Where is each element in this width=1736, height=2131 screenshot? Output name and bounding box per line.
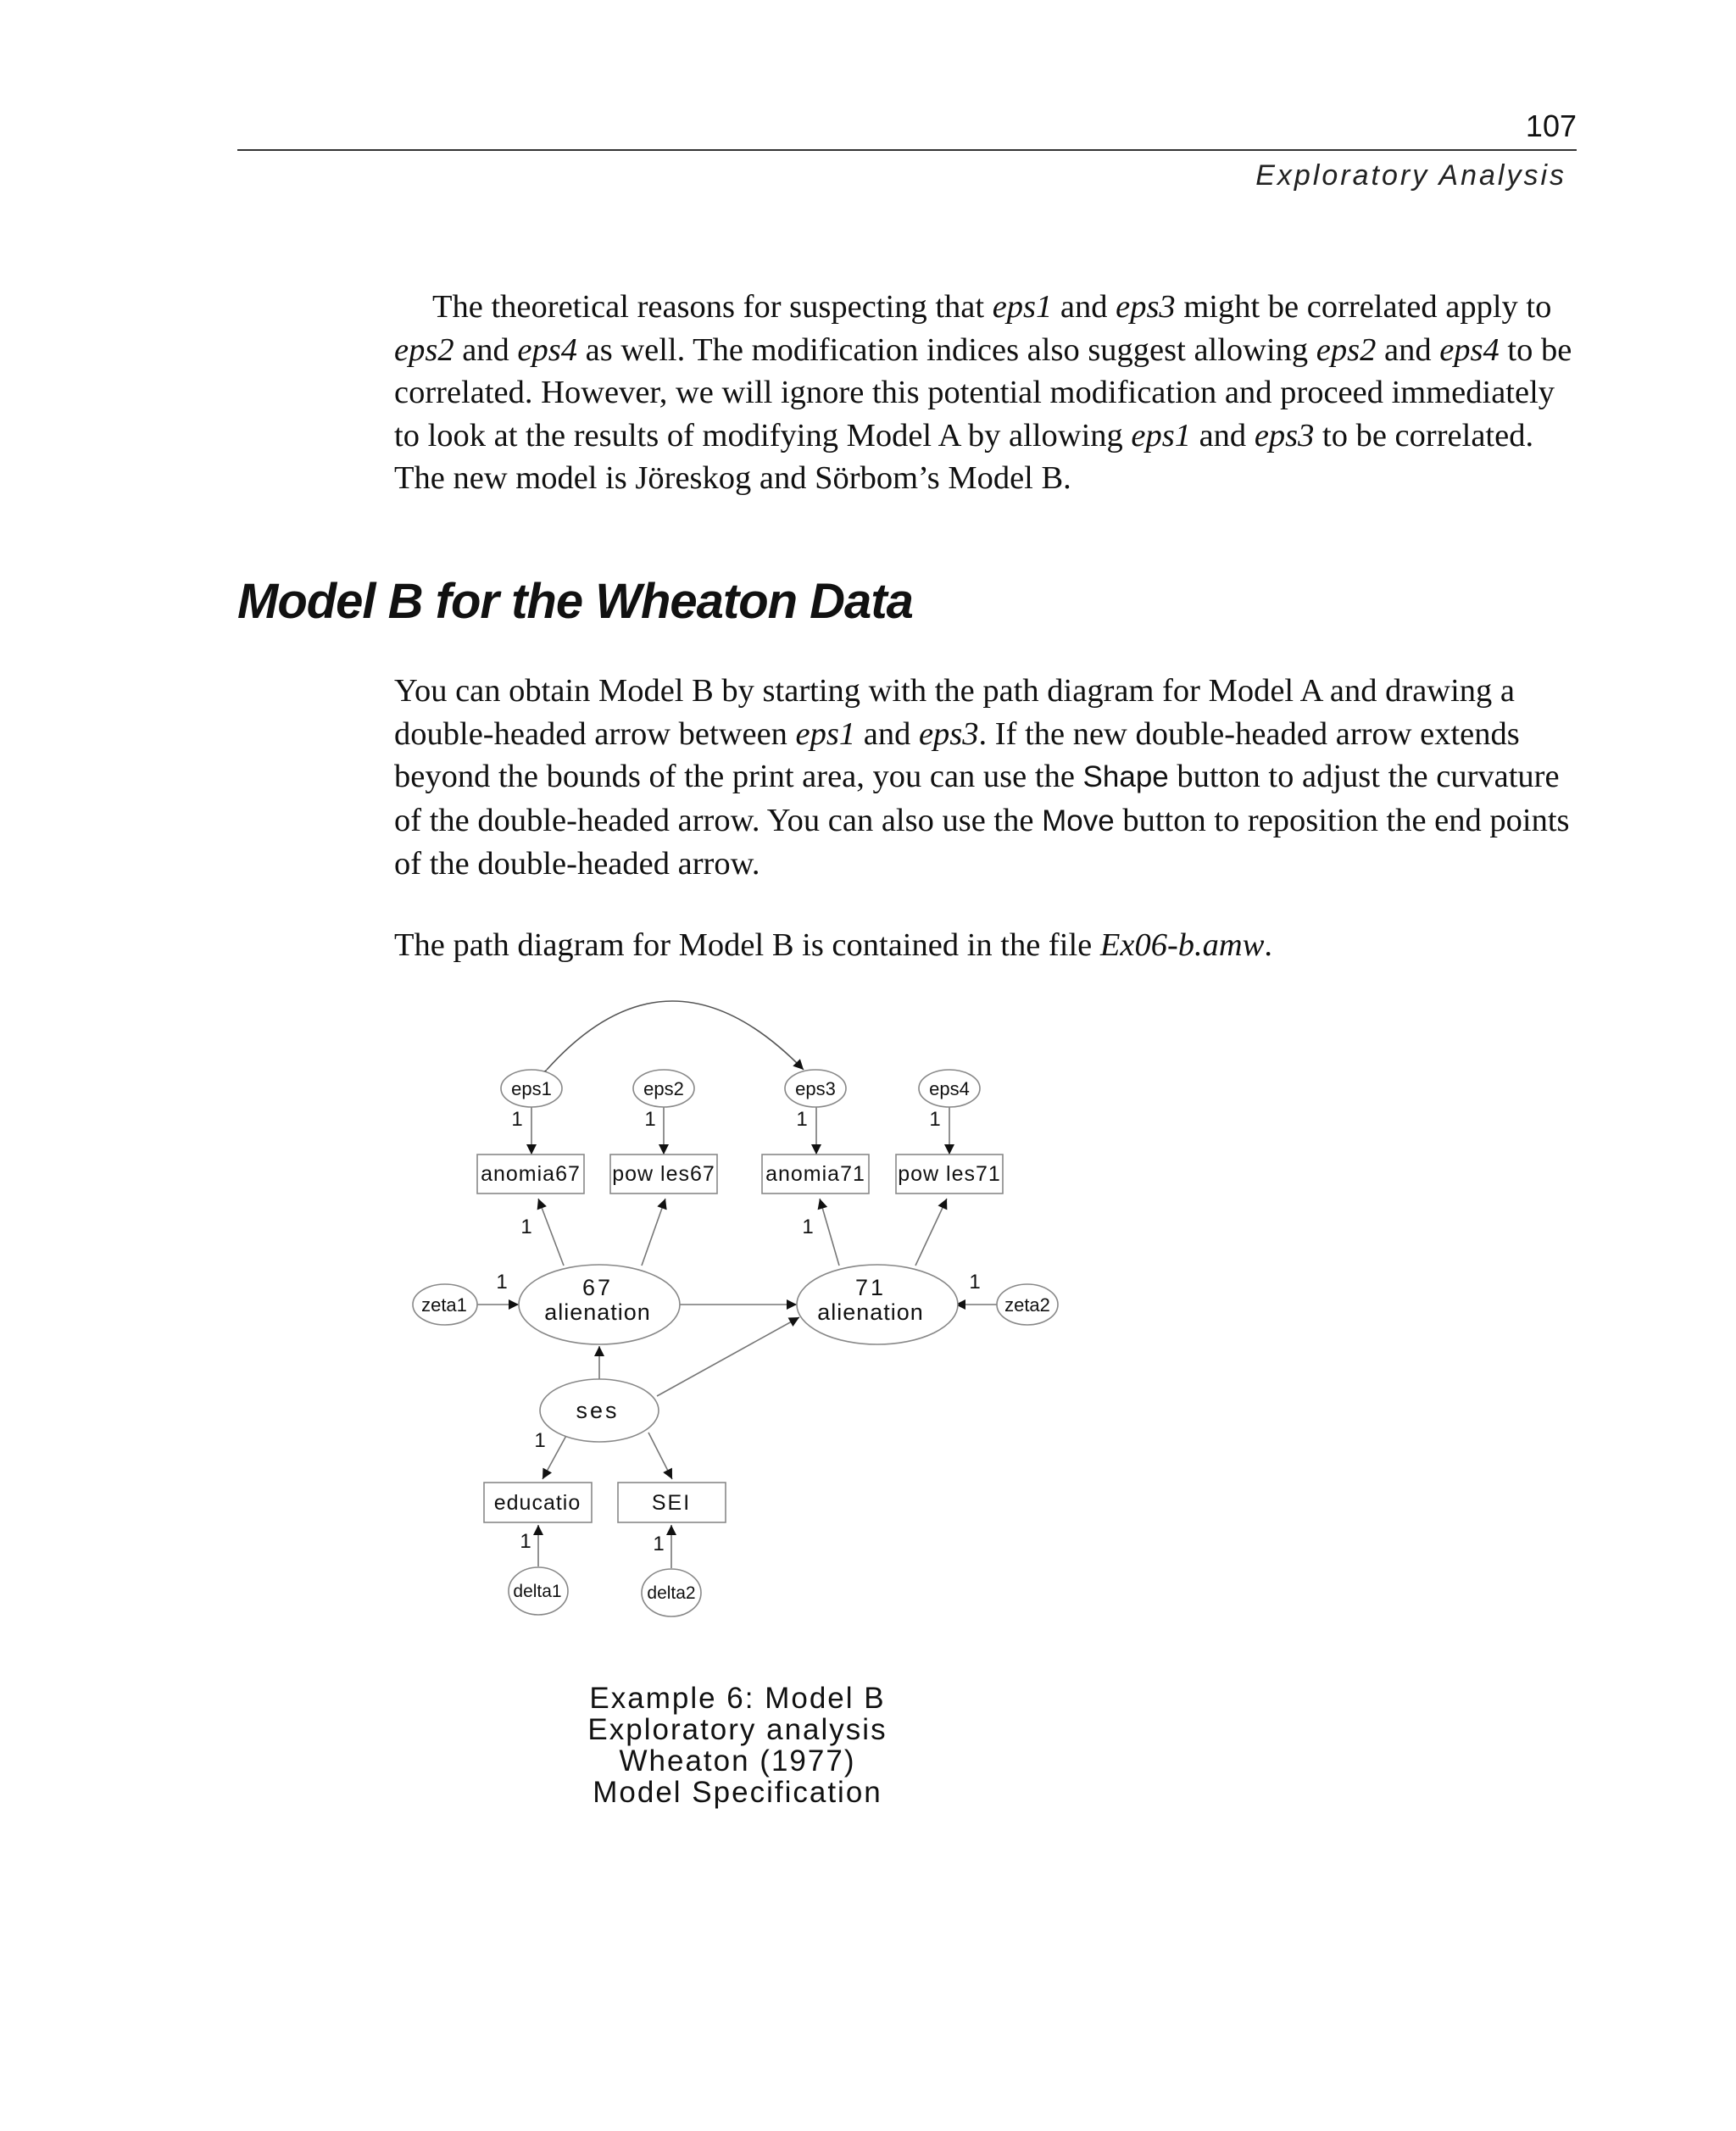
path-label: 1 (520, 1216, 532, 1238)
caption-line-3: Wheaton (1977) (619, 1744, 856, 1778)
caption-line-2: Exploratory analysis (587, 1713, 887, 1746)
arrow-alien67-anomia67 (538, 1199, 564, 1266)
var-eps3: eps3 (918, 715, 979, 752)
diagram-caption (509, 1683, 966, 1808)
label-eps4: eps4 (929, 1078, 970, 1099)
para2-text-2: . (1264, 927, 1273, 963)
para1-text-2: and (855, 715, 919, 752)
label-alienation67: alienation (544, 1299, 651, 1325)
move-button-name: Move (1042, 804, 1115, 837)
path-label: 1 (929, 1108, 941, 1131)
label-powles67: pow les67 (612, 1162, 715, 1186)
para1-text-3: . If the new double-headed arrow extends beyond the bounds of the print area, you can use the (394, 715, 1520, 794)
var-eps1: eps1 (795, 715, 856, 752)
intro-text-9: to be correlated. The new model is Jöreskog and Sörbom’s Model B. (394, 417, 1534, 496)
label-delta1: delta1 (513, 1582, 562, 1601)
var-eps3: eps3 (1254, 417, 1315, 453)
path-label: 1 (644, 1108, 656, 1131)
arrow-ses-sei (648, 1433, 672, 1479)
intro-text-7: to be correlated. However, we will ignore this potential modification and proceed immediately to look at the results of modifying Model A by allowing (394, 331, 1572, 453)
label-alienation67-num: 67 (581, 1275, 614, 1300)
label-alienation71: alienation (817, 1299, 924, 1325)
arrow-ses-educatio (542, 1433, 568, 1479)
label-eps3: eps3 (795, 1078, 836, 1099)
intro-text-8: and (1190, 417, 1255, 453)
path-label: 1 (511, 1108, 523, 1131)
arrow-ses-alien71 (657, 1317, 799, 1396)
caption-line-4: Model Specification (593, 1776, 882, 1809)
label-powles71: pow les71 (898, 1162, 1001, 1186)
section-heading: Model B for the Wheaton Data (237, 574, 913, 629)
path-label: 1 (802, 1216, 814, 1238)
caption-line-1: Example 6: Model B (589, 1682, 886, 1715)
shape-button-name: Shape (1082, 760, 1169, 793)
path-label: 1 (796, 1108, 808, 1131)
intro-text-4: and (453, 331, 518, 368)
para1-text-4: button to adjust the curvature of the double-headed arrow. You can also use the (394, 759, 1560, 838)
covariance-arrow-eps1-eps3 (547, 1001, 804, 1070)
intro-text-5: as well. The modification indices also suggest allowing (577, 331, 1316, 368)
label-delta2: delta2 (647, 1583, 696, 1603)
intro-text-1: The theoretical reasons for suspecting that (432, 289, 993, 325)
label-educatio: educatio (493, 1491, 581, 1515)
label-alienation71-num: 71 (854, 1275, 887, 1300)
path-label: 1 (969, 1271, 981, 1294)
var-eps4: eps4 (1439, 331, 1500, 368)
label-zeta2: zeta2 (1004, 1294, 1050, 1316)
var-eps2: eps2 (1316, 331, 1377, 368)
var-eps1: eps1 (1131, 417, 1191, 453)
arrow-alien71-powles71 (915, 1199, 947, 1266)
var-eps1: eps1 (992, 289, 1053, 325)
var-eps3: eps3 (1116, 289, 1176, 325)
page-number: 107 (1525, 108, 1577, 143)
para1-text-5: button to reposition the end points of the double-headed arrow. (394, 802, 1570, 882)
label-sei: SEI (651, 1491, 692, 1515)
arrow-alien71-anomia71 (820, 1199, 839, 1266)
path-label: 1 (496, 1271, 508, 1294)
intro-text-6: and (1376, 331, 1440, 368)
path-label: 1 (534, 1429, 546, 1452)
intro-text-2: and (1052, 289, 1116, 325)
label-anomia67: anomia67 (481, 1162, 581, 1186)
label-zeta1: zeta1 (421, 1294, 467, 1316)
arrow-alien67-powles67 (642, 1199, 665, 1266)
label-anomia71: anomia71 (765, 1162, 865, 1186)
var-eps4: eps4 (517, 331, 577, 368)
label-eps2: eps2 (643, 1078, 684, 1099)
para2-text-1: The path diagram for Model B is contained in the file (394, 927, 1100, 963)
intro-text-3: might be correlated apply to (1175, 289, 1552, 325)
file-name: Ex06-b.amw (1099, 927, 1265, 963)
path-label: 1 (653, 1533, 665, 1555)
running-head: Exploratory Analysis (1255, 159, 1566, 192)
path-label: 1 (520, 1530, 531, 1553)
var-eps2: eps2 (394, 331, 454, 368)
para1-text-1: You can obtain Model B by starting with the path diagram for Model A and drawing a double-headed arrow between (394, 673, 1515, 752)
label-eps1: eps1 (511, 1078, 552, 1099)
label-ses: ses (576, 1398, 620, 1423)
